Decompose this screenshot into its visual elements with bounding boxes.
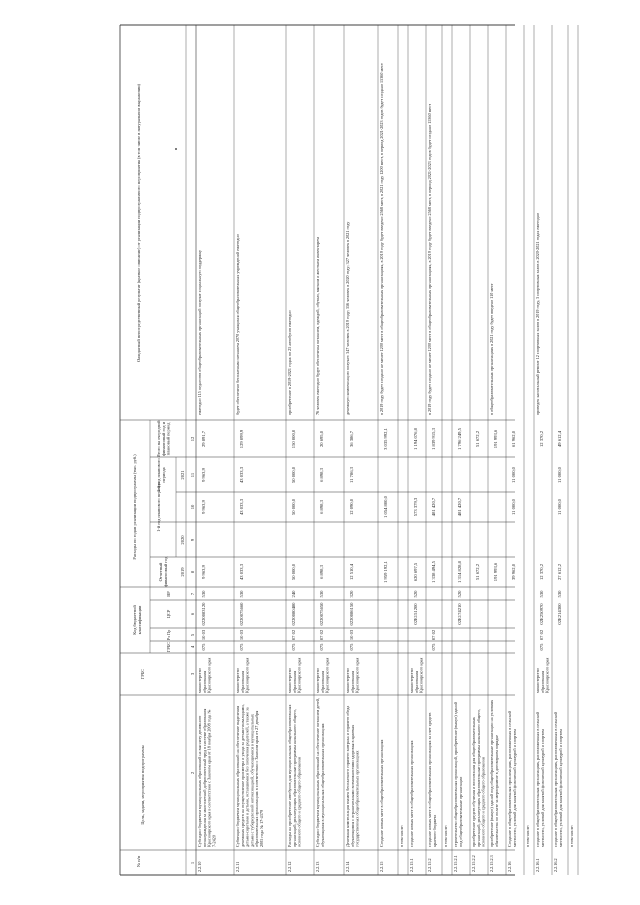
row-value-total: 20 695,0 [319,430,324,448]
row-value-2020: 6 898,3 [319,500,324,514]
row-code-vr: 530 [539,590,544,598]
row-value-total: 51 672,2 [475,430,480,448]
row-grbs: министерствообразованияКрасноярского края [409,657,424,693]
row-name: Денежная компенсация взамен бесплатного горячего завтрака и горячего обедаобучающимся с ограниченными возможностями здоровья в краевыхгосударственных общеобразовательных организациях [345,705,360,847]
row-number: 2.2.15.2.2 [471,855,476,872]
header-col-number: 8 [190,570,195,574]
row-code-vr: 240 [291,590,296,598]
row-code-csr: 0220075650 [319,602,324,626]
row-name: в том числе: [569,825,574,847]
row-value-2019: 1 314 828,8 [457,561,462,583]
header-col-number: 2 [190,771,195,775]
row-code-vr: 530 [239,590,244,598]
row-value-2019: 43 033,3 [239,563,244,581]
row-value-2020: 11 000,0 [557,499,562,515]
row-value-total: 3 035 992,1 [383,428,388,450]
row-value-total: 150 000,0 [291,429,296,449]
row-value-2019: 50 000,0 [291,563,296,581]
row-code-rzpr: 10 03 [239,629,244,641]
row-value-2020: 43 033,3 [239,498,244,516]
row-value-2019: 191 993,6 [493,562,498,582]
header-col-number: 5 [190,633,195,637]
row-number: 2.2.15.2.3 [489,855,494,872]
scan-speck [175,148,177,150]
row-code-csr: 0220080480 [291,602,296,626]
row-code-grbs: 075 [319,643,324,651]
row-code-grbs: 075 [431,643,436,651]
row-code-csr: 02Е250970 [539,603,544,625]
header-col-number: 4 [190,645,195,649]
row-value-total: 129 099,9 [239,429,244,449]
row-result: будет обеспечено бесплатным питанием 2070 учащихся общеобразовательных учреждений ежегодно [235,234,240,415]
row-grbs: министерствообразованияКрасноярского края [287,657,302,693]
header-col-number: 3 [190,672,195,676]
row-code-csr: 0220083120 [201,602,206,626]
row-result: в общеобразовательных организациях в 2021 году будет введено 110 мест [489,283,494,415]
row-value-total: 29 891,7 [201,430,206,448]
row-name: в том числе: [399,825,404,847]
row-value-2019: 620 697,5 [413,562,418,582]
row-value-2020: 11 000,0 [511,499,516,515]
header-col-number: 7 [190,592,195,596]
row-number: 2.2.10 [197,861,202,872]
row-code-vr: 530 [201,590,206,598]
header-col-number: 10 [190,504,195,510]
row-code-rzpr: 10 03 [349,629,354,641]
row-value-total: 191 993,6 [493,429,498,449]
row-value-2019: 51 672,2 [475,563,480,581]
row-code-grbs: 075 [239,643,244,651]
row-code-csr: 0220086150 [349,602,354,626]
header-year-2020: 2020 [180,535,185,545]
header-total: Итого на очереднойфинансовый год иплановый период [156,420,171,458]
row-code-rzpr: 07 02 [319,629,324,641]
row-value-total: 1 796 249,5 [457,428,462,450]
row-number: 2.2.15.2 [427,858,432,872]
row-value-total: 61 962,0 [511,430,516,448]
row-number: 2.2.13 [315,861,320,872]
header-col-number: 11 [190,472,195,478]
row-result: в 2019 году будет создано не менее 1200 мест в общеобразовательных организациях, в 2019 году будет введено 2568 мест, в 2021 году 1200 мест, в период 2021-2023 годов будет создано 15360 мест [379,63,384,415]
row-name: создание новых мест в общеобразовательных организациях [409,740,414,847]
row-result: проведен капитальный ремонт 12 спортивных залов в 2019 году, 3 спортивных залов в 2020-2021 годах ежегодно [535,213,540,415]
row-code-csr: 02Е214300 [557,603,562,625]
row-value-total: 1 194 076,8 [413,428,418,450]
row-value-2020: 481 420,7 [457,497,462,517]
row-number: 2.2.11 [235,861,240,872]
row-value-2019: 1 959 192,1 [383,561,388,583]
row-number: 2.2.15 [379,861,384,872]
row-number: 2.2.16.1 [535,858,540,872]
row-code-grbs: 075 [349,643,354,651]
row-code-vr: 530 [319,590,324,598]
row-code-vr: 530 [557,590,562,598]
row-name: Субсидии бюджетам муниципальных образований на выплату денежноговознаграждения за многолетний добросовестный труд в системе образованияКрасноярского края в соответствии с Законом края от 18 ноября 2008 года №7-2420 [197,708,217,847]
row-code-rzpr: 07 02 [291,629,296,641]
row-value-2019: 27 612,2 [557,563,562,581]
row-value-total: 36 386,7 [349,430,354,448]
row-value-2021: 50 000,0 [291,466,296,484]
row-code-grbs: 075 [539,643,544,651]
row-result: приобретение в 2019-2021 годах по 25 автобусов ежегодно [287,310,292,415]
row-grbs: министерствообразованияКрасноярского края [235,657,250,693]
row-grbs: министерствообразованияКрасноярского края [535,657,550,693]
row-value-2019: 1 338 494,5 [431,561,436,583]
header-col-number: 9 [190,538,195,542]
row-code-vr: 520 [457,590,462,598]
row-name: приобретение (выкуп) зданий под общеобразовательные организации на условияхобязательства по оплате за мероприятие в договорном порядке [489,699,499,847]
header-result: Ожидаемый непосредственный результат (краткое описание) от реализации подпрограммного мероприятия (в том числе в натуральном выражении) [136,83,141,363]
header-report-year: Отчетныйфинансовый год [158,556,168,588]
row-number: 2.2.16 [507,861,512,872]
row-result: денежную компенсацию получат: 347 человек в 2019 году; 356 человек в 2020 году; 327 человек в 2021 году [345,221,350,415]
header-code-rzpr: Рз Пр [166,629,171,641]
row-number: 2.2.12 [287,861,292,872]
header-year-2021: 2021 [180,470,185,480]
row-code-vr: 520 [413,590,418,598]
row-name: в том числе: [443,825,448,847]
row-code-csr: 02Е151200 [413,603,418,625]
row-number: 2.2.16.2 [553,858,558,872]
row-value-2021: 11 000,0 [511,467,516,483]
row-value-2020: 481 420,7 [431,497,436,517]
row-value-2021: 6 898,3 [319,468,324,482]
row-grbs: министерствообразованияКрасноярского края [197,657,212,693]
row-value-2021: 11 000,0 [557,467,562,483]
row-value-2020: 1 054 800,0 [383,496,388,518]
row-name: создание в общеобразовательных организациях, расположенных в сельскойместности, условий для занятий физической культурой и спортом [535,711,545,847]
header-code: Код бюджетнойклассификации [132,605,142,635]
row-value-2020: 9 963,9 [201,500,206,514]
row-name: Создание в общеобразовательных организациях, расположенных в сельскойместности, условий для занятий физической культурой и спортом [507,710,517,847]
row-name: строительство общеобразовательных организаций, приобретение (выкуп) зданийпод общеобразовательные организации [453,701,463,847]
table-content [132,63,574,872]
header-plan-year1: 1-й год планового периода [156,482,161,532]
row-name: создание новых мест в общеобразовательных организациях за счет средствкраевого бюджета [427,712,437,847]
header-plan-year2: 2-й год плановогопериода [156,458,166,492]
row-value-2020: 573 379,3 [413,497,418,517]
header-goal: Цель, задачи, мероприятия подпрограммы [140,745,145,825]
row-number: 2.2.15.1 [409,858,414,872]
row-value-2019: 9 963,9 [201,565,206,579]
header-code-csr: ЦСР [166,609,171,619]
header-grbs: ГРБС [140,668,145,680]
row-code-vr: 320 [349,590,354,598]
row-code-grbs: 075 [291,643,296,651]
header-code-grbs: ГРБС [166,641,171,653]
row-grbs: министерствообразованияКрасноярского края [345,657,360,693]
row-grbs: министерствообразованияКрасноярского края [315,657,330,693]
row-code-csr: 0220075660 [239,602,244,626]
row-code-rzpr: 10 03 [201,629,206,641]
row-value-2020: 50 000,0 [291,498,296,516]
header-expenses: Расходы по годам реализации подпрограммы (тыс. руб.) [132,454,137,560]
row-value-2021: 43 033,3 [239,466,244,484]
row-number: 2.2.15.2.1 [453,855,458,872]
header-col-number: 1 [190,861,195,865]
row-value-total: 12 370,2 [539,430,544,448]
row-code-csr: 02Е174210 [457,603,462,625]
row-name: Создание новых мест в общеобразовательных организациях [379,739,384,847]
row-code-rzpr: 07 02 [431,629,436,641]
header-year-2019: 2019 [180,567,185,577]
row-name: создание в общеобразовательных организациях, расположенных в сельскойместности, условий для занятий физической культурой и спортом [553,711,563,847]
header-num: № п/п [136,855,141,867]
row-code-grbs: 075 [201,643,206,651]
row-value-total: 49 612,4 [557,430,562,448]
row-name: Расходы на приобретение автобусов для муниципальных общеобразовательныхорганизаций, реализующих образовательные программы начального общего,основного общего и среднего общего образования [287,704,302,847]
row-result: в 2019 году будет создано не менее 1200 мест в общеобразовательных организациях, в 2019 году будет введено 2568 мест, в период 2021-2023 годов будет создано 15360 мест [427,103,432,415]
row-value-total: 1 839 915,3 [431,428,436,450]
row-name: Субвенции бюджетам муниципальных образований на обеспечение выделенияденежных средств на осуществление присмотра и ухода за детьми-инвалидами,детьми-сиротами и детьми, оставшимися без попечения родителей, а также задетьми с туберкулезной интоксикацией, обучающимися в муниципальныхобразовательных организациях в соответствии с Законом края от 27 декабря2005 года № 17-4379 [235,704,264,847]
row-value-2019: 6 898,3 [319,565,324,579]
row-result: ежегодно 115 педагогов общеобразовательных организаций получат социальную поддержку [197,249,202,415]
row-value-2020: 12 090,0 [349,498,354,516]
row-value-2019: 39 962,0 [511,563,516,581]
row-number: 2.2.14 [345,861,350,872]
row-name: в том числе: [525,825,530,847]
row-code-rzpr: 07 02 [539,629,544,641]
row-value-2019: 12 510,4 [349,563,354,581]
row-value-2021: 11 786,3 [349,467,354,483]
row-name: приобретение средств обучения и воспитания для общеобразовательныхорганизаций, реализующих образовательные программы начального общего,основного общего и среднего общего образования [471,709,486,847]
header-col-number: 12 [190,436,195,442]
row-value-2019: 12 370,2 [539,563,544,581]
row-value-2021: 9 963,9 [201,468,206,482]
row-name: Субсидии бюджетам муниципальных образований на обеспечение питанием детей,обучающихся в муниципальных общеобразовательных организациях [315,697,325,847]
header-col-number: 6 [190,612,195,616]
row-result: 76 человек ежегодно будут обеспечены питанием, одеждой, обувью, мягким и жестким инвентарем [315,237,320,415]
header-code-vr: ВР [166,591,171,597]
